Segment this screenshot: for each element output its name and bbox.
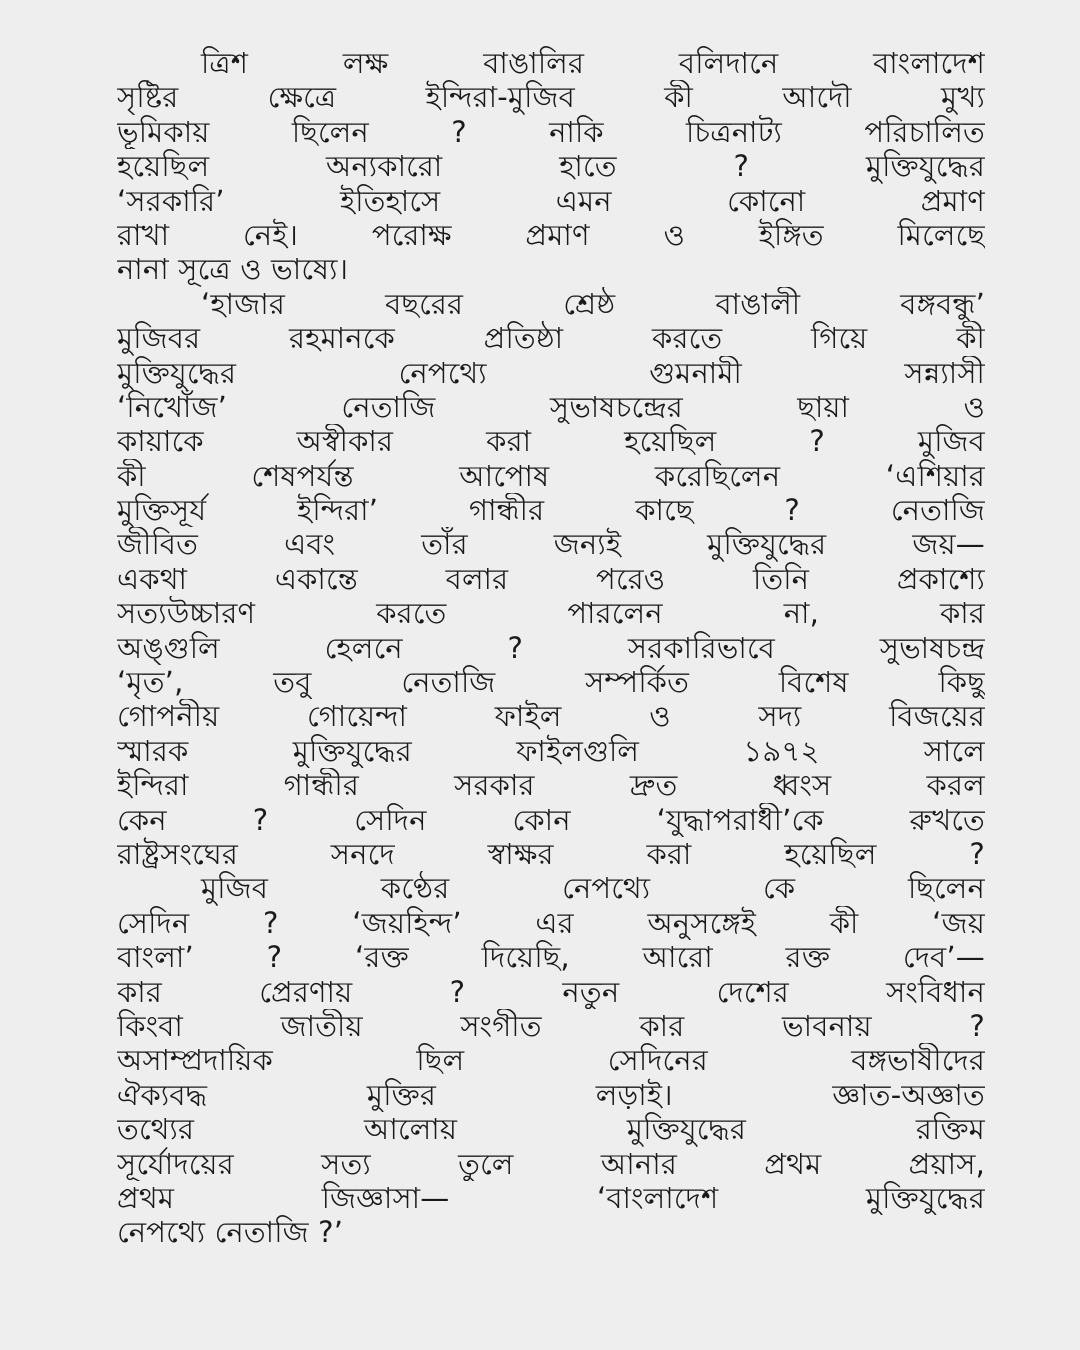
text-line: মুজিবর রহমানকে প্রতিষ্ঠা করতে গিয়ে কী xyxy=(117,321,985,356)
text-line: সেদিন ? ‘জয়হিন্দ’ এর অনুসঙ্গেই কী ‘জয় xyxy=(117,905,985,940)
text-line: নানা সূত্রে ও ভাষ্যে। xyxy=(117,252,349,287)
text-line: প্রথম জিজ্ঞাসা— ‘বাংলাদেশ মুক্তিযুদ্ধের xyxy=(117,1180,985,1215)
text-line: সৃষ্টির ক্ষেত্রে ইন্দিরা-মুজিব কী আদৌ মুখ্য xyxy=(117,80,985,115)
text-line: ইন্দিরা গান্ধীর সরকার দ্রুত ধ্বংস করল xyxy=(117,768,985,803)
text-line: ‘সরকারি’ ইতিহাসে এমন কোনো প্রমাণ xyxy=(117,183,985,218)
text-line: রাষ্ট্রসংঘের সনদে স্বাক্ষর করা হয়েছিল ? xyxy=(117,836,985,871)
text-line: বাংলা’ ? ‘রক্ত দিয়েছি, আরো রক্ত দেব’— xyxy=(117,940,985,975)
text-line: গোপনীয় গোয়েন্দা ফাইল ও সদ্য বিজয়ের xyxy=(117,699,985,734)
text-line: জীবিত এবং তাঁর জন্যই মুক্তিযুদ্ধের জয়— xyxy=(117,527,985,562)
text-line: মুক্তিসূর্য ইন্দিরা’ গান্ধীর কাছে ? নেতাজি xyxy=(117,493,985,528)
text-line: নেপথ্যে নেতাজি ?’ xyxy=(117,1215,344,1250)
text-line: সত্যউচ্চারণ করতে পারলেন না, কার xyxy=(117,596,985,631)
text-line: ঐক্যবদ্ধ মুক্তির লড়াই। জ্ঞাত-অজ্ঞাত xyxy=(117,1077,985,1112)
text-line: কিংবা জাতীয় সংগীত কার ভাবনায় ? xyxy=(117,1008,985,1043)
text-line: ‘নিখোঁজ’ নেতাজি সুভাষচন্দ্রের ছায়া ও xyxy=(117,389,985,424)
text-line: একথা একান্তে বলার পরেও তিনি প্রকাশ্যে xyxy=(117,561,985,596)
text-line: স্মারক মুক্তিযুদ্ধের ফাইলগুলি ১৯৭২ সালে xyxy=(117,733,985,768)
text-line: হয়েছিল অন্যকারো হাতে ? মুক্তিযুদ্ধের xyxy=(117,149,985,184)
paragraph-2 xyxy=(117,287,985,872)
text-line: ‘হাজার বছরের শ্রেষ্ঠ বাঙালী বঙ্গবন্ধু’ xyxy=(201,286,985,321)
paragraph-3 xyxy=(117,871,985,1249)
text-line: অঙ্গুলি হেলনে ? সরকারিভাবে সুভাষচন্দ্র xyxy=(117,630,985,665)
text-line: ভূমিকায় ছিলেন ? নাকি চিত্রনাট্য পরিচালিত xyxy=(117,114,985,149)
paragraph-1 xyxy=(117,46,985,287)
book-page-text xyxy=(117,46,985,1250)
text-line: মুজিব কণ্ঠের নেপথ্যে কে ছিলেন xyxy=(201,871,985,906)
text-line: সূর্যোদয়ের সত্য তুলে আনার প্রথম প্রয়াস, xyxy=(117,1146,985,1181)
text-line: কার প্রেরণায় ? নতুন দেশের সংবিধান xyxy=(117,974,985,1009)
text-line: তথ্যের আলোয় মুক্তিযুদ্ধের রক্তিম xyxy=(117,1112,985,1147)
text-line: কেন ? সেদিন কোন ‘যুদ্ধাপরাধী’কে রুখতে xyxy=(117,802,985,837)
text-line: কায়াকে অস্বীকার করা হয়েছিল ? মুজিব xyxy=(117,424,985,459)
text-line: কী শেষপর্যন্ত আপোষ করেছিলেন ‘এশিয়ার xyxy=(117,458,985,493)
text-line: রাখা নেই। পরোক্ষ প্রমাণ ও ইঙ্গিত মিলেছে xyxy=(117,217,985,252)
text-line: ‘মৃত’, তবু নেতাজি সম্পর্কিত বিশেষ কিছু xyxy=(117,665,985,700)
text-line: মুক্তিযুদ্ধের নেপথ্যে গুমনামী সন্ন্যাসী xyxy=(117,355,985,390)
text-line: অসাম্প্রদায়িক ছিল সেদিনের বঙ্গভাষীদের xyxy=(117,1043,985,1078)
text-line: ত্রিশ লক্ষ বাঙালির বলিদানে বাংলাদেশ xyxy=(201,46,985,80)
